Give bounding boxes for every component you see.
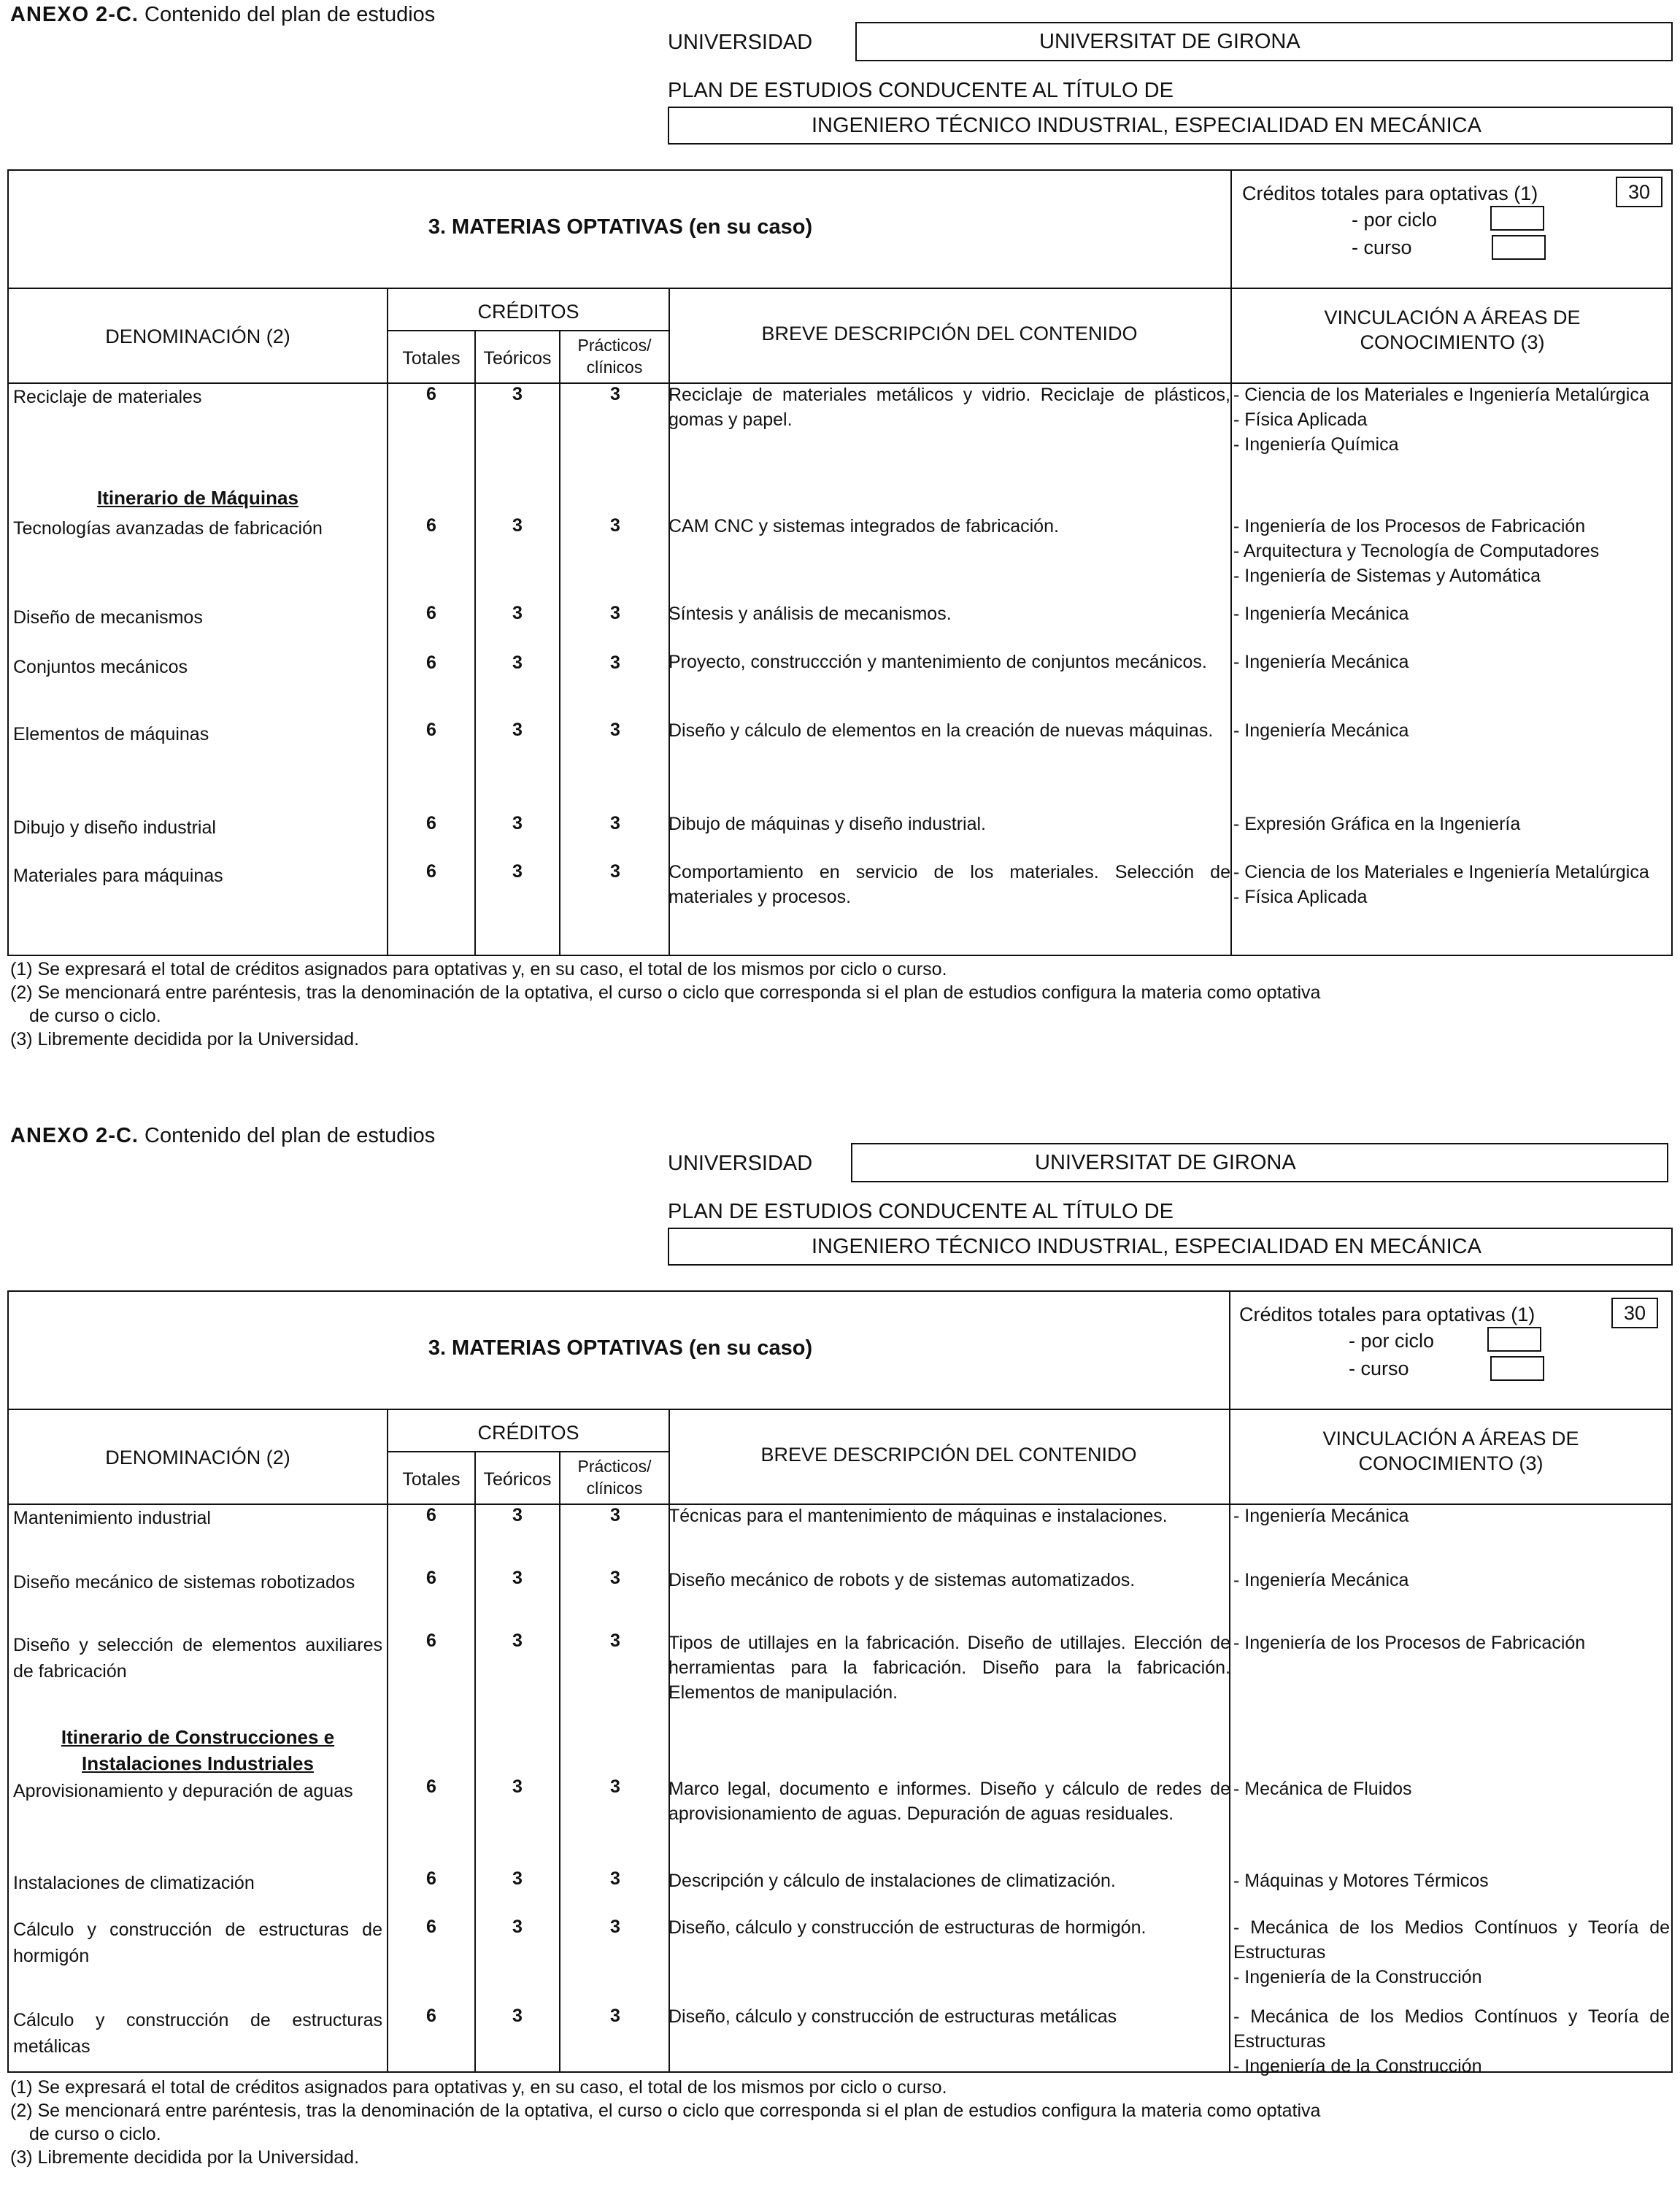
subject-name: Cálculo y construcción de estructuras metálicas <box>13 2010 382 2057</box>
credits-total-value: 30 <box>1616 177 1662 207</box>
credits-totales: 6 <box>426 384 436 404</box>
credits-teoricos: 3 <box>512 603 523 623</box>
subject-name: Elementos de máquinas <box>13 724 209 744</box>
col-denominacion: DENOMINACIÓN (2) <box>105 1447 290 1468</box>
credits-practicos: 3 <box>610 515 620 536</box>
subject-areas: - Mecánica de Fluidos <box>1233 1779 1412 1799</box>
credits-practicos: 3 <box>610 1868 620 1889</box>
col-practicos: Prácticos/ clínicos <box>577 1457 652 1498</box>
subject-areas: - Ingeniería de los Procesos de Fabricación - Arquitectura y Tecnología de Computadores - Ingeniería de Sistemas y Automática <box>1233 516 1600 586</box>
section-title: 3. MATERIAS OPTATIVAS (en su caso) <box>428 215 813 239</box>
credits-practicos: 3 <box>610 720 620 740</box>
credits-totales: 6 <box>426 1776 436 1797</box>
credits-total-label: Créditos totales para optativas (1) <box>1239 1304 1535 1325</box>
por-ciclo-box <box>1487 1327 1541 1352</box>
col-creditos: CRÉDITOS <box>477 1422 579 1444</box>
subject-areas: - Ingeniería de los Procesos de Fabricación <box>1233 1633 1586 1653</box>
subject-areas: - Mecánica de los Medios Contínuos y Teoría de Estructuras - Ingeniería de la Construcción <box>1233 2006 1670 2076</box>
credits-teoricos: 3 <box>512 720 523 740</box>
subject-description: Proyecto, construccción y mantenimiento de conjuntos mecánicos. <box>668 652 1207 672</box>
por-ciclo-box <box>1490 206 1544 231</box>
itinerary-title: Itinerario de Máquinas <box>97 487 298 509</box>
credits-practicos: 3 <box>610 861 620 882</box>
credits-practicos: 3 <box>610 813 620 833</box>
subject-name: Dibujo y diseño industrial <box>13 817 216 838</box>
subject-areas: - Ingeniería Mecánica <box>1233 1506 1409 1526</box>
subject-name: Diseño y selección de elementos auxiliares de fabricación <box>13 1635 382 1682</box>
degree-title-box: INGENIERO TÉCNICO INDUSTRIAL, ESPECIALIDAD EN MECÁNICA <box>668 1228 1673 1266</box>
credits-practicos: 3 <box>610 2006 620 2026</box>
degree-title-box: INGENIERO TÉCNICO INDUSTRIAL, ESPECIALIDAD EN MECÁNICA <box>668 107 1673 145</box>
credits-totales: 6 <box>426 2006 436 2026</box>
credits-totales: 6 <box>426 515 436 536</box>
credits-practicos: 3 <box>610 384 620 404</box>
subject-description: Técnicas para el mantenimiento de máquinas e instalaciones. <box>668 1506 1168 1526</box>
credits-teoricos: 3 <box>512 1505 523 1525</box>
credits-teoricos: 3 <box>512 384 523 404</box>
por-ciclo-label: - por ciclo <box>1352 209 1438 231</box>
credits-total-label: Créditos totales para optativas (1) <box>1242 182 1538 204</box>
subject-description: Síntesis y análisis de mecanismos. <box>668 604 952 624</box>
footnotes: (1) Se expresará el total de créditos asignados para optativas y, en su caso, el total de los mismos por ciclo o curso. (2) Se mencionará entre paréntesis, tras la denominación de la optativa, el curso o ciclo que corresponda si el plan de estudios configura la materia como optativa de curso o ciclo. (3) Libremente decidida por la Universidad. <box>10 2077 1321 2168</box>
col-practicos: Prácticos/ clínicos <box>577 336 652 377</box>
subject-name: Conjuntos mecánicos <box>13 657 188 677</box>
curso-box <box>1492 235 1546 260</box>
university-name-box: UNIVERSITAT DE GIRONA <box>851 1143 1668 1182</box>
credits-totales: 6 <box>426 1868 436 1889</box>
credits-teoricos: 3 <box>512 1568 523 1588</box>
col-totales: Totales <box>402 1469 461 1490</box>
credits-total-value: 30 <box>1611 1298 1658 1328</box>
credits-totales: 6 <box>426 1568 436 1588</box>
credits-teoricos: 3 <box>512 813 523 833</box>
subject-areas: - Ingeniería Mecánica <box>1233 1570 1409 1590</box>
optativas-table <box>7 1290 1673 2076</box>
subject-areas: - Ingeniería Mecánica <box>1233 652 1409 672</box>
credits-teoricos: 3 <box>512 1630 523 1651</box>
subject-areas: - Expresión Gráfica en la Ingeniería <box>1233 814 1521 834</box>
subject-name: Cálculo y construcción de estructuras de hormigón <box>13 1920 382 1966</box>
subject-name: Diseño mecánico de sistemas robotizados <box>13 1572 355 1593</box>
plan-label: PLAN DE ESTUDIOS CONDUCENTE AL TÍTULO DE <box>668 79 1174 102</box>
por-ciclo-label: - por ciclo <box>1349 1330 1435 1352</box>
subject-description: CAM CNC y sistemas integrados de fabricación. <box>668 516 1059 536</box>
subject-name: Reciclaje de materiales <box>13 387 202 407</box>
credits-teoricos: 3 <box>512 515 523 536</box>
subject-description: Dibujo de máquinas y diseño industrial. <box>668 814 986 834</box>
curso-box <box>1490 1356 1544 1381</box>
subject-name: Materiales para máquinas <box>13 866 223 886</box>
subject-description: Comportamiento en servicio de los materiales. Selección de materiales y procesos. <box>668 862 1230 907</box>
subject-name: Tecnologías avanzadas de fabricación <box>13 518 323 539</box>
subject-description: Diseño, cálculo y construcción de estructuras de hormigón. <box>668 1917 1147 1938</box>
col-totales: Totales <box>402 348 461 369</box>
curso-label: - curso <box>1352 236 1412 258</box>
col-teoricos: Teóricos <box>483 1469 552 1490</box>
credits-practicos: 3 <box>610 1505 620 1525</box>
optativas-table <box>7 169 1673 956</box>
credits-practicos: 3 <box>610 603 620 623</box>
col-descripcion: BREVE DESCRIPCIÓN DEL CONTENIDO <box>761 323 1138 344</box>
subject-areas: - Ciencia de los Materiales e Ingeniería Metalúrgica - Física Aplicada - Ingeniería Química <box>1233 385 1649 455</box>
col-vinculacion: VINCULACIÓN A ÁREAS DE CONOCIMIENTO (3) <box>1322 1428 1579 1474</box>
credits-teoricos: 3 <box>512 652 523 673</box>
subject-name: Aprovisionamiento y depuración de aguas <box>13 1781 353 1801</box>
subject-areas: - Máquinas y Motores Térmicos <box>1233 1871 1489 1891</box>
subject-description: Tipos de utillajes en la fabricación. Diseño de utillajes. Elección de herramientas para la fabricación. Diseño para la fabricación. Elementos de manipulación. <box>668 1633 1230 1703</box>
col-creditos: CRÉDITOS <box>477 301 579 323</box>
credits-totales: 6 <box>426 1505 436 1525</box>
credits-teoricos: 3 <box>512 861 523 882</box>
credits-practicos: 3 <box>610 1917 620 1937</box>
subject-description: Diseño y cálculo de elementos en la creación de nuevas máquinas. <box>668 720 1214 741</box>
subject-areas: - Ciencia de los Materiales e Ingeniería Metalúrgica - Física Aplicada <box>1233 862 1649 907</box>
plan-label: PLAN DE ESTUDIOS CONDUCENTE AL TÍTULO DE <box>668 1200 1174 1223</box>
subject-description: Diseño mecánico de robots y de sistemas automatizados. <box>668 1570 1136 1590</box>
credits-totales: 6 <box>426 603 436 623</box>
credits-practicos: 3 <box>610 1568 620 1588</box>
credits-teoricos: 3 <box>512 1776 523 1797</box>
subject-areas: - Ingeniería Mecánica <box>1233 604 1409 624</box>
subject-name: Mantenimiento industrial <box>13 1508 211 1528</box>
subject-areas: - Mecánica de los Medios Contínuos y Teoría de Estructuras - Ingeniería de la Construcción <box>1233 1917 1670 1987</box>
university-label: UNIVERSIDAD <box>668 31 813 54</box>
annex-heading: ANEXO 2-C. Contenido del plan de estudios <box>10 1124 436 1147</box>
credits-totales: 6 <box>426 652 436 673</box>
credits-teoricos: 3 <box>512 2006 523 2026</box>
credits-totales: 6 <box>426 720 436 740</box>
credits-practicos: 3 <box>610 1630 620 1651</box>
subject-name: Instalaciones de climatización <box>13 1873 255 1893</box>
curso-label: - curso <box>1349 1358 1409 1379</box>
itinerary-title: Itinerario de Construcciones e Instalaciones Industriales <box>61 1726 335 1774</box>
credits-totales: 6 <box>426 861 436 882</box>
credits-totales: 6 <box>426 1630 436 1651</box>
credits-totales: 6 <box>426 1917 436 1937</box>
document-page-2 <box>0 1121 1680 2210</box>
credits-totales: 6 <box>426 813 436 833</box>
document-page-1 <box>0 0 1680 1089</box>
subject-areas: - Ingeniería Mecánica <box>1233 720 1409 741</box>
credits-teoricos: 3 <box>512 1868 523 1889</box>
credits-teoricos: 3 <box>512 1917 523 1937</box>
col-vinculacion: VINCULACIÓN A ÁREAS DE CONOCIMIENTO (3) <box>1324 307 1581 353</box>
university-label: UNIVERSIDAD <box>668 1152 813 1175</box>
university-name-box: UNIVERSITAT DE GIRONA <box>855 22 1673 61</box>
subject-description: Reciclaje de materiales metálicos y vidrio. Reciclaje de plásticos, gomas y papel. <box>668 385 1230 430</box>
subject-description: Diseño, cálculo y construcción de estructuras metálicas <box>668 2006 1117 2027</box>
subject-description: Marco legal, documento e informes. Diseño y cálculo de redes de aprovisionamiento de aguas. Depuración de aguas residuales. <box>668 1779 1230 1824</box>
section-title: 3. MATERIAS OPTATIVAS (en su caso) <box>428 1336 813 1360</box>
subject-name: Diseño de mecanismos <box>13 607 203 628</box>
credits-practicos: 3 <box>610 1776 620 1797</box>
col-teoricos: Teóricos <box>483 348 552 369</box>
col-descripcion: BREVE DESCRIPCIÓN DEL CONTENIDO <box>760 1444 1137 1466</box>
col-denominacion: DENOMINACIÓN (2) <box>105 326 290 347</box>
annex-heading: ANEXO 2-C. Contenido del plan de estudios <box>10 3 436 26</box>
footnotes: (1) Se expresará el total de créditos asignados para optativas y, en su caso, el total de los mismos por ciclo o curso. (2) Se mencionará entre paréntesis, tras la denominación de la optativa, el curso o ciclo que corresponda si el plan de estudios configura la materia como optativa de curso o ciclo. (3) Libremente decidida por la Universidad. <box>10 959 1321 1050</box>
subject-description: Descripción y cálculo de instalaciones de climatización. <box>668 1871 1116 1891</box>
credits-practicos: 3 <box>610 652 620 673</box>
